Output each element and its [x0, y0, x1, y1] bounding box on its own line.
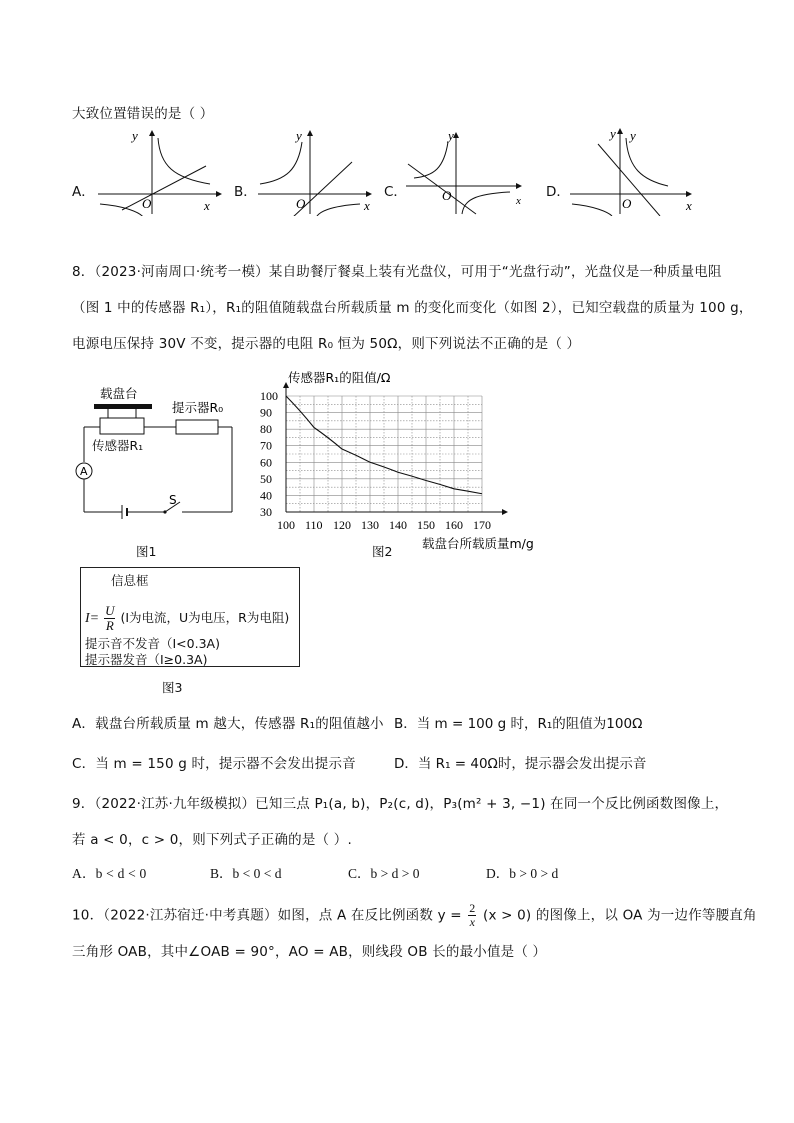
q9-line-2: 若 a < 0，c > 0，则下列式子正确的是（ ）. — [72, 832, 352, 848]
x-tick-label: 150 — [417, 518, 435, 532]
q9-option-c: C．b > d > 0 — [348, 866, 420, 881]
q7-a-origin-label: O — [142, 196, 152, 211]
formula-i: I= — [85, 611, 100, 626]
switch-label: S — [169, 493, 177, 507]
q7-a-y-label: y — [132, 128, 138, 143]
q10-line-1 — [72, 902, 757, 929]
q7-question-tail: 大致位置错误的是（ ） — [72, 106, 214, 122]
y-tick-label: 40 — [260, 488, 272, 503]
x-tick-label: 120 — [333, 518, 351, 532]
q7-b-origin-label: O — [296, 196, 306, 211]
q10-line-2: 三角形 OAB，其中∠OAB = 90°，AO = AB，则线段 OB 长的最小值是（ ） — [72, 944, 547, 960]
ammeter-label: A — [80, 465, 88, 478]
q10-line-1-start: 10．（2022·江苏宿迁·中考真题）如图，点 A 在反比例函数 y = — [72, 907, 462, 924]
q7-option-a-graph — [94, 126, 224, 216]
info-line-no-sound: 提示音不发音（I<0.3A) — [85, 636, 220, 651]
indicator-r0-resistor — [176, 420, 218, 434]
chart-ticks — [260, 389, 491, 532]
x-tick-label: 170 — [473, 518, 491, 532]
q9-line-1: 9．（2022·江苏·九年级模拟）已知三点 P₁(a, b)，P₂(c, d)，P₃(m² + 3, −1) 在同一个反比例函数图像上， — [72, 796, 729, 812]
q9-option-d: D．b > 0 > d — [486, 866, 559, 881]
q8-option-a: A．载盘台所载质量 m 越大，传感器 R₁的阻值越小 — [72, 716, 384, 732]
x-axis-arrow — [502, 509, 508, 515]
q8-line-3: 电源电压保持 30V 不变，提示器的电阻 R₀ 恒为 50Ω，则下列说法不正确的是（ ） — [72, 336, 581, 352]
q9-option-b: B．b < 0 < d — [210, 866, 282, 881]
y-tick-label: 70 — [260, 438, 272, 453]
q8-option-b: B．当 m = 100 g 时，R₁的阻值为100Ω — [394, 716, 643, 732]
y-tick-label: 30 — [260, 505, 272, 519]
x-tick-label: 110 — [305, 518, 323, 532]
figure-3-caption: 图3 — [162, 680, 183, 695]
q8-option-c: C．当 m = 150 g 时，提示器不会发出提示音 — [72, 756, 356, 772]
x-tick-label: 130 — [361, 518, 379, 532]
chart-xlabel: 载盘台所载质量m/g — [422, 536, 534, 551]
tray-label: 载盘台 — [100, 386, 138, 401]
sensor-r1-resistor — [100, 418, 144, 434]
q10-fraction-den: x — [469, 915, 476, 929]
q7-c-y-label: y — [448, 128, 454, 143]
formula-numerator: U — [105, 603, 115, 618]
chart-title: 传感器R₁的阻值/Ω — [288, 370, 391, 385]
q7-b-y-label: y — [296, 128, 302, 143]
x-tick-label: 100 — [277, 518, 295, 532]
formula-fraction — [104, 604, 115, 633]
q10-fraction-num: 2 — [469, 901, 476, 915]
q7-option-c-graph — [404, 126, 534, 216]
resistance-mass-chart — [252, 364, 552, 554]
q7-d-x-label: x — [686, 198, 692, 213]
q7-d-y2-label: y — [630, 128, 636, 143]
q7-d-y-label: y — [610, 126, 616, 141]
tray-plate — [94, 404, 152, 409]
q9-option-a: A．b < d < 0 — [72, 866, 147, 881]
q7-option-b-graph — [256, 126, 386, 216]
info-formula — [85, 604, 289, 633]
q7-a-x-label: x — [204, 198, 210, 213]
info-line-sound: 提示器发音（I≥0.3A) — [85, 652, 208, 667]
y-tick-label: 90 — [260, 405, 272, 420]
q7-d-origin-label: O — [622, 196, 632, 211]
q8-line-2: （图 1 中的传感器 R₁），R₁的阻值随载盘台所载质量 m 的变化而变化（如图 2），已知空载盘的质量为 100 g， — [72, 300, 753, 316]
info-box — [80, 567, 300, 667]
figure-2-caption: 图2 — [372, 544, 393, 559]
q7-b-x-label: x — [364, 198, 370, 213]
sensor-label: 传感器R₁ — [92, 438, 144, 453]
y-tick-label: 50 — [260, 471, 272, 486]
indicator-label: 提示器R₀ — [172, 400, 224, 415]
q7-option-d-label: D． — [546, 184, 570, 200]
info-box-title: 信息框 — [111, 573, 149, 588]
y-tick-label: 60 — [260, 455, 272, 470]
y-tick-label: 80 — [260, 422, 272, 437]
q7-option-c-label: C． — [384, 184, 407, 200]
q10-line-1-end: (x > 0) 的图像上，以 OA 为一边作等腰直角 — [482, 907, 757, 924]
q7-option-a-label: A． — [72, 184, 95, 200]
x-tick-label: 140 — [389, 518, 407, 532]
x-tick-label: 160 — [445, 518, 463, 532]
q8-option-d: D．当 R₁ = 40Ω时，提示器会发出提示音 — [394, 756, 647, 772]
y-tick-label: 100 — [260, 389, 278, 403]
formula-denominator: R — [105, 618, 114, 633]
q7-option-d-graph — [568, 124, 700, 216]
chart-grid — [283, 382, 508, 515]
q8-line-1: 8．（2023·河南周口·统考一模）某自助餐厅餐桌上装有光盘仪，可用于“光盘行动”，光盘仪是一种质量电阻 — [72, 264, 722, 280]
q7-c-origin-label: O — [442, 188, 452, 203]
formula-note: (I为电流，U为电压，R为电阻) — [120, 610, 290, 625]
q7-option-b-label: B． — [234, 184, 257, 200]
figure-1-caption: 图1 — [136, 544, 157, 559]
q7-c-x-label: x — [516, 195, 521, 207]
q10-fraction — [468, 902, 476, 929]
